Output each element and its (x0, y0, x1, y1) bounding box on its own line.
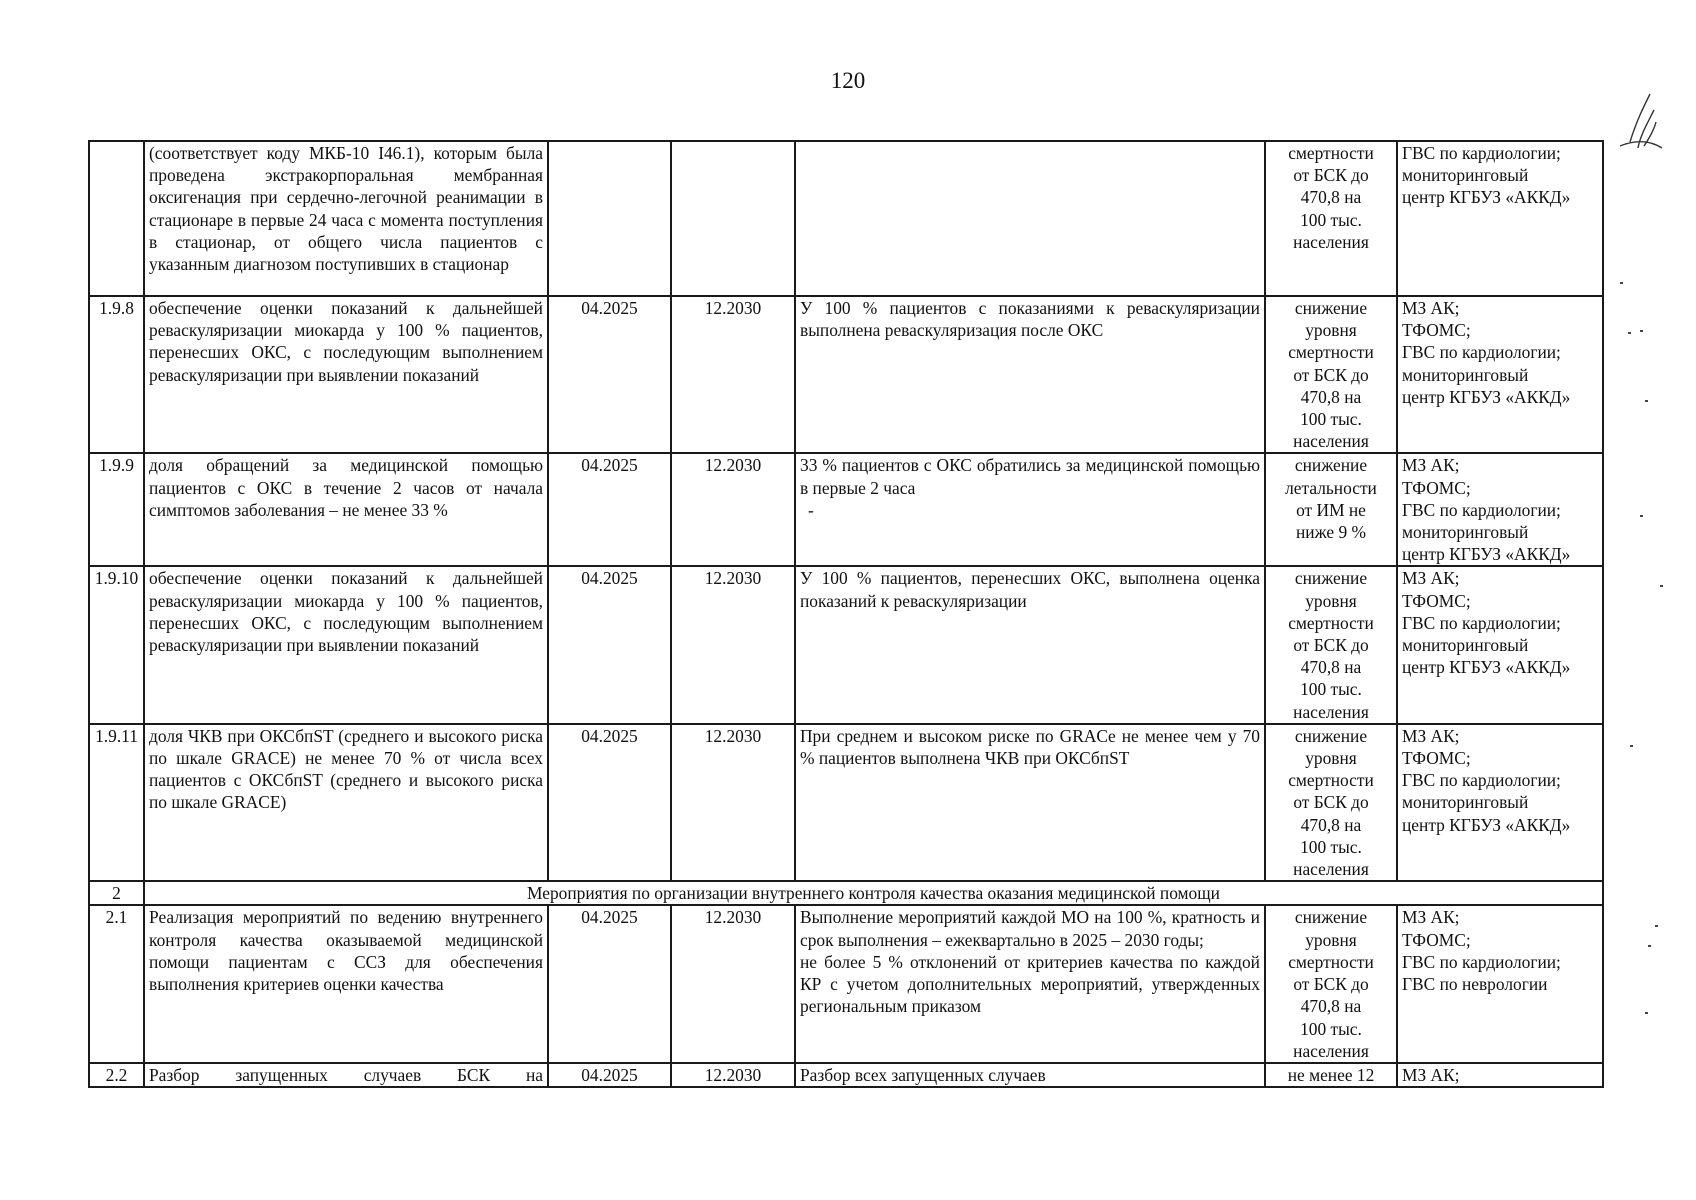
indicator-line: от ИМ не (1296, 499, 1366, 520)
end-date: 12.2030 (671, 566, 795, 723)
start-date: 04.2025 (548, 905, 671, 1062)
target-indicator (1265, 905, 1397, 1062)
measure-description: Реализация мероприятий по ведению внутреннего контроля качества оказываемой медицинской помощи пациентам с ССЗ для обеспечения выполнения критериев оценки качества (144, 905, 548, 1062)
expected-result (795, 905, 1265, 1062)
start-date (548, 141, 671, 296)
expected-result: При среднем и высоком риске по GRACe не менее чем у 70 % пациентов выполнена ЧКВ при ОКСбпST (795, 724, 1265, 881)
indicator-line: 470,8 на (1300, 657, 1362, 678)
indicator-line: от БСК до (1293, 635, 1369, 656)
responsible-line: ГВС по кардиологии; (1402, 499, 1561, 520)
indicator-line: населения (1293, 701, 1369, 722)
target-indicator (1265, 1063, 1397, 1087)
responsible-line: центр КГБУЗ «АККД» (1402, 814, 1571, 835)
responsible-line: центр КГБУЗ «АККД» (1402, 544, 1571, 565)
responsible-line: ГВС по кардиологии; (1402, 770, 1561, 791)
start-date: 04.2025 (548, 1063, 671, 1087)
indicator-line: 100 тыс. (1300, 679, 1362, 700)
row-number: 2.1 (89, 905, 144, 1062)
start-date: 04.2025 (548, 453, 671, 566)
measures-table (88, 140, 1604, 1088)
responsible-party (1397, 141, 1603, 296)
indicator-line: 100 тыс. (1300, 409, 1362, 430)
responsible-party (1397, 724, 1603, 881)
indicator-line: 470,8 на (1300, 187, 1362, 208)
responsible-line: мониторинговый (1402, 165, 1529, 186)
indicator-line: населения (1293, 231, 1369, 252)
responsible-line: центр КГБУЗ «АККД» (1402, 657, 1571, 678)
row-number: 1.9.10 (89, 566, 144, 723)
indicator-line: летальности (1285, 477, 1377, 498)
row-number: 1.9.9 (89, 453, 144, 566)
row-number: 2.2 (89, 1063, 144, 1087)
target-indicator (1265, 566, 1397, 723)
target-indicator (1265, 724, 1397, 881)
end-date (671, 141, 795, 296)
indicator-line: снижение (1294, 725, 1368, 746)
responsible-party (1397, 453, 1603, 566)
responsible-line: мониторинговый (1402, 792, 1529, 813)
table-row (89, 296, 1603, 453)
page-number: 120 (830, 68, 866, 93)
measure-description: Разбор запущенных случаев БСК на (144, 1063, 548, 1087)
indicator-line: 100 тыс. (1300, 836, 1362, 857)
indicator-line: 470,8 на (1300, 814, 1362, 835)
expected-result: Разбор всех запущенных случаев (795, 1063, 1265, 1087)
indicator-line: 470,8 на (1300, 996, 1362, 1017)
responsible-line: ГВС по кардиологии; (1402, 612, 1561, 633)
end-date: 12.2030 (671, 296, 795, 453)
start-date: 04.2025 (548, 724, 671, 881)
result-paragraph: не более 5 % отклонений от критериев качества по каждой КР с учетом дополнительных мероприятий, утвержденных региональным приказом (800, 951, 1260, 1017)
responsible-line: мониторинговый (1402, 635, 1529, 656)
responsible-line: ГВС по кардиологии; (1402, 143, 1561, 163)
responsible-line: ТФОМС; (1402, 590, 1471, 611)
target-indicator (1265, 453, 1397, 566)
responsible-line: мониторинговый (1402, 522, 1529, 543)
responsible-party (1397, 566, 1603, 723)
result-dash: - (808, 499, 814, 520)
end-date: 12.2030 (671, 453, 795, 566)
responsible-line: мониторинговый (1402, 364, 1529, 385)
responsible-line: ГВС по кардиологии; (1402, 951, 1561, 972)
section-number: 2 (89, 881, 144, 905)
responsible-line: центр КГБУЗ «АККД» (1402, 187, 1571, 208)
indicator-line: ниже 9 % (1296, 522, 1366, 543)
measure-description: доля ЧКВ при ОКСбпST (среднего и высокого риска по шкале GRACE) не менее 70 % от числа всех пациентов с ОКСбпST (среднего и высокого риска по шкале GRACE) (144, 724, 548, 881)
indicator-line: от БСК до (1293, 974, 1369, 995)
responsible-line: МЗ АК; (1402, 907, 1460, 928)
indicator-line: населения (1293, 859, 1369, 880)
table-row (89, 724, 1603, 881)
expected-result: У 100 % пациентов с показаниями к реваскуляризации выполнена реваскуляризация после ОКС (795, 296, 1265, 453)
indicator-line: снижение (1294, 298, 1368, 318)
indicator-line: населения (1293, 1040, 1369, 1061)
start-date: 04.2025 (548, 296, 671, 453)
measure-description: доля обращений за медицинской помощью пациентов с ОКС в течение 2 часов от начала симптомов заболевания – не менее 33 % (144, 453, 548, 566)
indicator-line: от БСК до (1293, 364, 1369, 385)
measure-description: обеспечение оценки показаний к дальнейшей реваскуляризации миокарда у 100 % пациентов, перенесших ОКС, с последующим выполнением реваскуляризации при выявлении показаний (144, 566, 548, 723)
indicator-line: уровня (1305, 320, 1357, 341)
row-number (89, 141, 144, 296)
indicator-line: уровня (1305, 929, 1357, 950)
expected-result (795, 141, 1265, 296)
indicator-line: уровня (1305, 590, 1357, 611)
responsible-line: МЗ АК; (1402, 1064, 1460, 1085)
table-row (89, 141, 1603, 296)
result-paragraph: Выполнение мероприятий каждой МО на 100 %, кратность и срок выполнения – ежеквартально в 2025 – 2030 годы; (800, 907, 1260, 950)
indicator-line: снижение (1294, 568, 1368, 589)
measure-description: обеспечение оценки показаний к дальнейшей реваскуляризации миокарда у 100 % пациентов, перенесших ОКС, с последующим выполнением реваскуляризации при выявлении показаний (144, 296, 548, 453)
row-number: 1.9.11 (89, 724, 144, 881)
responsible-line: центр КГБУЗ «АККД» (1402, 386, 1571, 407)
end-date: 12.2030 (671, 724, 795, 881)
table-row (89, 1063, 1603, 1087)
responsible-party (1397, 1063, 1603, 1087)
end-date: 12.2030 (671, 1063, 795, 1087)
indicator-line: смертности (1288, 612, 1374, 633)
measure-description: (соответствует коду МКБ-10 I46.1), которым была проведена экстракорпоральная мембранная оксигенация при сердечно-легочной реанимации в стационаре в первые 24 часа с момента поступления в стационар, от общего числа пациентов с указанным диагнозом поступивших в стационар (144, 141, 548, 296)
indicator-line: населения (1293, 431, 1369, 452)
responsible-line: ГВС по кардиологии; (1402, 342, 1561, 363)
indicator-line: не менее 12 (1287, 1064, 1375, 1085)
responsible-line: ГВС по неврологии (1402, 974, 1548, 995)
indicator-line: снижение (1294, 455, 1368, 476)
row-number: 1.9.8 (89, 296, 144, 453)
section-title: Мероприятия по организации внутреннего контроля качества оказания медицинской помощи (144, 881, 1603, 905)
indicator-line: уровня (1305, 748, 1357, 769)
indicator-line: 100 тыс. (1300, 209, 1362, 230)
result-text: 33 % пациентов с ОКС обратились за медицинской помощью в первые 2 часа (800, 455, 1260, 498)
end-date: 12.2030 (671, 905, 795, 1062)
target-indicator (1265, 141, 1397, 296)
indicator-line: смертности (1288, 342, 1374, 363)
indicator-line: 100 тыс. (1300, 1018, 1362, 1039)
table-row (89, 566, 1603, 723)
indicator-line: смертности (1288, 951, 1374, 972)
indicator-line: 470,8 на (1300, 386, 1362, 407)
target-indicator (1265, 296, 1397, 453)
responsible-line: ТФОМС; (1402, 748, 1471, 769)
table-row (89, 453, 1603, 566)
indicator-line: от БСК до (1293, 165, 1369, 186)
responsible-line: МЗ АК; (1402, 298, 1460, 318)
table-row (89, 905, 1603, 1062)
indicator-line: снижение (1294, 907, 1368, 928)
expected-result (795, 453, 1265, 566)
responsible-party (1397, 905, 1603, 1062)
responsible-line: МЗ АК; (1402, 725, 1460, 746)
responsible-line: ТФОМС; (1402, 320, 1471, 341)
handwritten-signature (1610, 92, 1670, 172)
responsible-party (1397, 296, 1603, 453)
responsible-line: ТФОМС; (1402, 929, 1471, 950)
start-date: 04.2025 (548, 566, 671, 723)
indicator-line: от БСК до (1293, 792, 1369, 813)
expected-result: У 100 % пациентов, перенесших ОКС, выполнена оценка показаний к реваскуляризации (795, 566, 1265, 723)
section-header-row (89, 881, 1603, 905)
indicator-line: смертности (1288, 143, 1374, 163)
responsible-line: МЗ АК; (1402, 568, 1460, 589)
responsible-line: МЗ АК; (1402, 455, 1460, 476)
responsible-line: ТФОМС; (1402, 477, 1471, 498)
indicator-line: смертности (1288, 770, 1374, 791)
